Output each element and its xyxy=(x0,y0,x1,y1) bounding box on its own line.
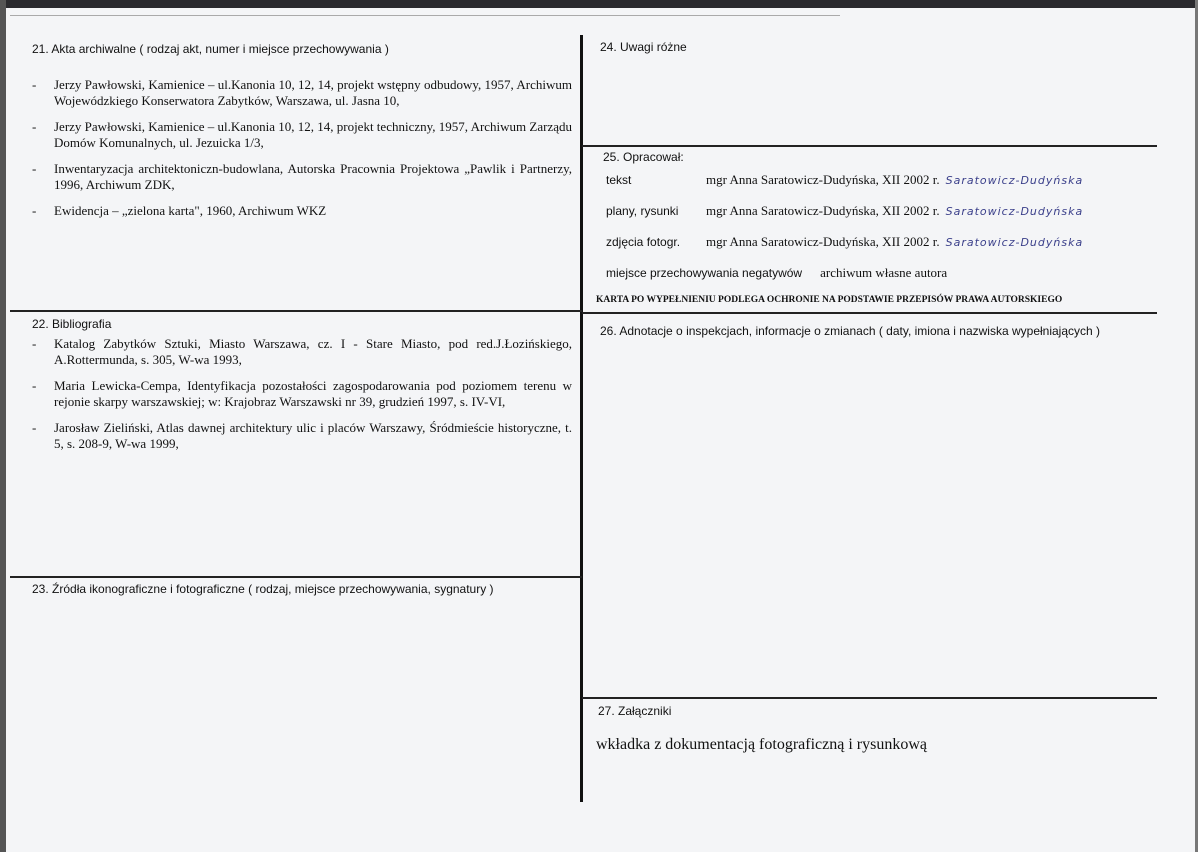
section-24-title: 24. Uwagi różne xyxy=(600,40,687,54)
author-row-plans xyxy=(606,203,1083,219)
list-item: - Jerzy Pawłowski, Kamienice – ul.Kanonia 10, 12, 14, projekt techniczny, 1957, Archiwum Zarządu Domów Komunalnych, ul. Jezuicka 1/3, xyxy=(32,119,572,151)
row-label: miejsce przechowywania negatywów xyxy=(606,266,803,280)
section-25-title: 25. Opracował: xyxy=(603,150,684,164)
row-label: plany, rysunki xyxy=(606,204,679,218)
row-value: mgr Anna Saratowicz-Dudyńska, XII 2002 r. xyxy=(706,234,940,249)
list-item: - Inwentaryzacja architektoniczn-budowlana, Autorska Pracownia Projektowa „Pawlik i Partnerzy, 1996, Archiwum ZDK, xyxy=(32,161,572,193)
list-item: - Jerzy Pawłowski, Kamienice – ul.Kanonia 10, 12, 14, projekt wstępny odbudowy, 1957, Archiwum Wojewódzkiego Konserwatora Zabytków, Warszawa, ul. Jasna 10, xyxy=(32,77,572,109)
attachments-value: wkładka z dokumentacją fotograficzną i rysunkową xyxy=(596,736,927,753)
divider xyxy=(582,697,1157,699)
list-item: - Jarosław Zieliński, Atlas dawnej architektury ulic i placów Warszawy, Śródmieście historyczne, t. 5, s. 208-9, W-wa 1999, xyxy=(32,420,572,452)
section-21-list xyxy=(32,77,572,229)
handwritten-signature: Saratowicz-Dudyńska xyxy=(945,236,1084,249)
negatives-row xyxy=(606,265,947,281)
divider xyxy=(582,145,1157,147)
author-row-photos xyxy=(606,234,1083,250)
divider xyxy=(10,576,582,578)
list-item: - Maria Lewicka-Cempa, Identyfikacja pozostałości zagospodarowania pod poziomem terenu w rejonie skarpy warszawskiej; w: Krajobraz Warszawski nr 39, grudzień 1997, s. IV-VI, xyxy=(32,378,572,410)
divider xyxy=(10,310,582,312)
row-value: mgr Anna Saratowicz-Dudyńska, XII 2002 r. xyxy=(706,203,940,218)
copyright-notice: KARTA PO WYPEŁNIENIU PODLEGA OCHRONIE NA PODSTAWIE PRZEPISÓW PRAWA AUTORSKIEGO xyxy=(596,295,1063,305)
row-label: zdjęcia fotogr. xyxy=(606,235,681,249)
row-label: tekst xyxy=(606,173,632,187)
scan-top-edge xyxy=(0,0,1198,8)
handwritten-signature: Saratowicz-Dudyńska xyxy=(945,174,1084,187)
divider xyxy=(582,312,1157,314)
column-divider xyxy=(580,35,583,802)
section-26-title: 26. Adnotacje o inspekcjach, informacje o zmianach ( daty, imiona i nazwiska wypełniających ) xyxy=(600,324,1101,338)
section-22-list xyxy=(32,336,572,462)
divider xyxy=(10,15,840,16)
scan-left-edge xyxy=(0,0,6,852)
author-row-text xyxy=(606,172,1083,188)
section-23-title: 23. Źródła ikonograficzne i fotograficzne ( rodzaj, miejsce przechowywania, sygnatury ) xyxy=(32,582,494,596)
list-item: - Katalog Zabytków Sztuki, Miasto Warszawa, cz. I - Stare Miasto, pod red.J.Łozińskiego, A.Rottermunda, s. 305, W-wa 1993, xyxy=(32,336,572,368)
handwritten-signature: Saratowicz-Dudyńska xyxy=(945,205,1084,218)
section-21-title: 21. Akta archiwalne ( rodzaj akt, numer i miejsce przechowywania ) xyxy=(32,42,389,56)
row-value: archiwum własne autora xyxy=(820,265,948,280)
row-value: mgr Anna Saratowicz-Dudyńska, XII 2002 r. xyxy=(706,172,940,187)
list-item: - Ewidencja – „zielona karta", 1960, Archiwum WKZ xyxy=(32,203,572,219)
section-27-title: 27. Załączniki xyxy=(598,704,672,718)
section-22-title: 22. Bibliografia xyxy=(32,317,112,331)
